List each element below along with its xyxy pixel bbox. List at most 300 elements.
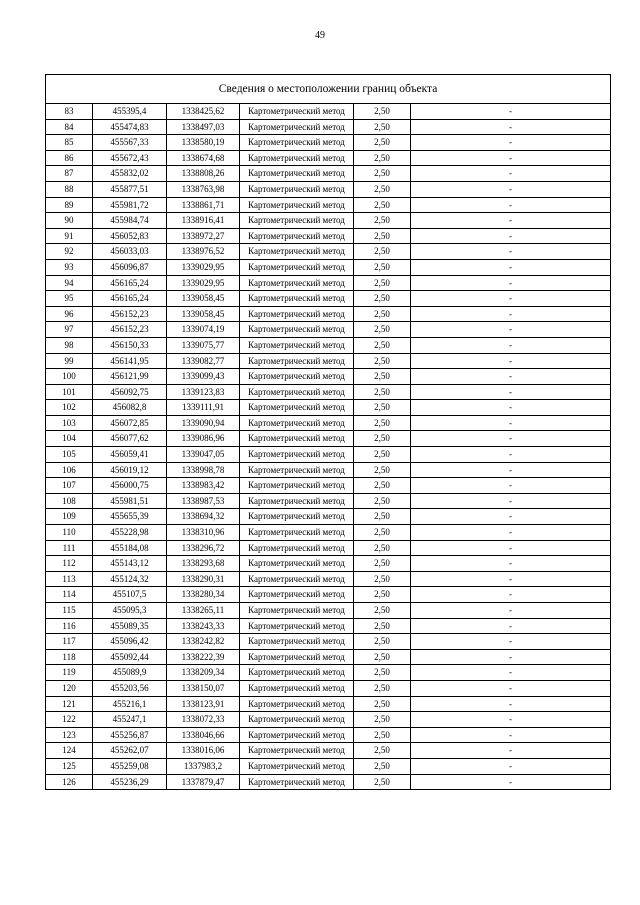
description-cell: - xyxy=(411,197,611,213)
accuracy-cell: 2,50 xyxy=(354,634,411,650)
description-cell: - xyxy=(411,166,611,182)
method-cell: Картометрический метод xyxy=(240,634,354,650)
y-coordinate-cell: 1337879,47 xyxy=(167,774,240,790)
y-coordinate-cell: 1338976,52 xyxy=(167,244,240,260)
y-coordinate-cell: 1338425,62 xyxy=(167,104,240,120)
description-cell: - xyxy=(411,150,611,166)
point-number-cell: 102 xyxy=(46,400,93,416)
method-cell: Картометрический метод xyxy=(240,665,354,681)
y-coordinate-cell: 1338763,98 xyxy=(167,181,240,197)
description-cell: - xyxy=(411,478,611,494)
table-row xyxy=(46,166,611,182)
x-coordinate-cell: 455832,02 xyxy=(93,166,167,182)
table-row xyxy=(46,665,611,681)
y-coordinate-cell: 1338222,39 xyxy=(167,649,240,665)
y-coordinate-cell: 1339058,45 xyxy=(167,291,240,307)
x-coordinate-cell: 455228,98 xyxy=(93,525,167,541)
x-coordinate-cell: 455981,51 xyxy=(93,493,167,509)
point-number-cell: 121 xyxy=(46,696,93,712)
y-coordinate-cell: 1338694,32 xyxy=(167,509,240,525)
accuracy-cell: 2,50 xyxy=(354,462,411,478)
point-number-cell: 111 xyxy=(46,540,93,556)
method-cell: Картометрический метод xyxy=(240,150,354,166)
x-coordinate-cell: 455096,42 xyxy=(93,634,167,650)
y-coordinate-cell: 1338987,53 xyxy=(167,493,240,509)
accuracy-cell: 2,50 xyxy=(354,306,411,322)
x-coordinate-cell: 455262,07 xyxy=(93,743,167,759)
point-number-cell: 94 xyxy=(46,275,93,291)
table-row xyxy=(46,712,611,728)
table-row xyxy=(46,680,611,696)
table-row xyxy=(46,275,611,291)
y-coordinate-cell: 1338209,34 xyxy=(167,665,240,681)
x-coordinate-cell: 455256,87 xyxy=(93,727,167,743)
accuracy-cell: 2,50 xyxy=(354,540,411,556)
table-row xyxy=(46,571,611,587)
table-row xyxy=(46,384,611,400)
point-number-cell: 89 xyxy=(46,197,93,213)
table-body xyxy=(46,104,611,790)
table-row xyxy=(46,322,611,338)
description-cell: - xyxy=(411,337,611,353)
point-number-cell: 122 xyxy=(46,712,93,728)
table-row xyxy=(46,213,611,229)
x-coordinate-cell: 455395,4 xyxy=(93,104,167,120)
table-row xyxy=(46,603,611,619)
y-coordinate-cell: 1339123,83 xyxy=(167,384,240,400)
method-cell: Картометрический метод xyxy=(240,291,354,307)
description-cell: - xyxy=(411,587,611,603)
y-coordinate-cell: 1339111,91 xyxy=(167,400,240,416)
method-cell: Картометрический метод xyxy=(240,166,354,182)
description-cell: - xyxy=(411,275,611,291)
accuracy-cell: 2,50 xyxy=(354,353,411,369)
point-number-cell: 125 xyxy=(46,758,93,774)
point-number-cell: 85 xyxy=(46,135,93,151)
y-coordinate-cell: 1338072,33 xyxy=(167,712,240,728)
accuracy-cell: 2,50 xyxy=(354,259,411,275)
description-cell: - xyxy=(411,462,611,478)
description-cell: - xyxy=(411,618,611,634)
description-cell: - xyxy=(411,712,611,728)
description-cell: - xyxy=(411,244,611,260)
table-row xyxy=(46,369,611,385)
accuracy-cell: 2,50 xyxy=(354,447,411,463)
method-cell: Картометрический метод xyxy=(240,400,354,416)
point-number-cell: 107 xyxy=(46,478,93,494)
x-coordinate-cell: 455236,29 xyxy=(93,774,167,790)
method-cell: Картометрический метод xyxy=(240,525,354,541)
description-cell: - xyxy=(411,680,611,696)
method-cell: Картометрический метод xyxy=(240,587,354,603)
point-number-cell: 96 xyxy=(46,306,93,322)
table-row xyxy=(46,727,611,743)
point-number-cell: 90 xyxy=(46,213,93,229)
point-number-cell: 92 xyxy=(46,244,93,260)
x-coordinate-cell: 455216,1 xyxy=(93,696,167,712)
accuracy-cell: 2,50 xyxy=(354,150,411,166)
description-cell: - xyxy=(411,665,611,681)
point-number-cell: 115 xyxy=(46,603,93,619)
method-cell: Картометрический метод xyxy=(240,680,354,696)
y-coordinate-cell: 1339029,95 xyxy=(167,259,240,275)
point-number-cell: 105 xyxy=(46,447,93,463)
y-coordinate-cell: 1338290,31 xyxy=(167,571,240,587)
description-cell: - xyxy=(411,228,611,244)
table-row xyxy=(46,649,611,665)
table-row xyxy=(46,758,611,774)
y-coordinate-cell: 1339099,43 xyxy=(167,369,240,385)
accuracy-cell: 2,50 xyxy=(354,696,411,712)
point-number-cell: 114 xyxy=(46,587,93,603)
method-cell: Картометрический метод xyxy=(240,384,354,400)
method-cell: Картометрический метод xyxy=(240,228,354,244)
method-cell: Картометрический метод xyxy=(240,119,354,135)
accuracy-cell: 2,50 xyxy=(354,337,411,353)
description-cell: - xyxy=(411,213,611,229)
y-coordinate-cell: 1338296,72 xyxy=(167,540,240,556)
accuracy-cell: 2,50 xyxy=(354,104,411,120)
description-cell: - xyxy=(411,493,611,509)
table-row xyxy=(46,291,611,307)
method-cell: Картометрический метод xyxy=(240,447,354,463)
method-cell: Картометрический метод xyxy=(240,322,354,338)
description-cell: - xyxy=(411,135,611,151)
table-title-row xyxy=(46,75,611,104)
table-row xyxy=(46,135,611,151)
y-coordinate-cell: 1339058,45 xyxy=(167,306,240,322)
x-coordinate-cell: 456150,33 xyxy=(93,337,167,353)
method-cell: Картометрический метод xyxy=(240,493,354,509)
table-row xyxy=(46,525,611,541)
x-coordinate-cell: 455089,9 xyxy=(93,665,167,681)
method-cell: Картометрический метод xyxy=(240,104,354,120)
accuracy-cell: 2,50 xyxy=(354,244,411,260)
x-coordinate-cell: 455259,08 xyxy=(93,758,167,774)
table-row xyxy=(46,400,611,416)
table-row xyxy=(46,181,611,197)
x-coordinate-cell: 456165,24 xyxy=(93,275,167,291)
y-coordinate-cell: 1338861,71 xyxy=(167,197,240,213)
point-number-cell: 103 xyxy=(46,415,93,431)
table-row xyxy=(46,431,611,447)
table-row xyxy=(46,509,611,525)
accuracy-cell: 2,50 xyxy=(354,181,411,197)
description-cell: - xyxy=(411,369,611,385)
page-number: 49 xyxy=(315,30,325,41)
accuracy-cell: 2,50 xyxy=(354,587,411,603)
x-coordinate-cell: 456152,23 xyxy=(93,306,167,322)
description-cell: - xyxy=(411,415,611,431)
table-row xyxy=(46,540,611,556)
description-cell: - xyxy=(411,322,611,338)
method-cell: Картометрический метод xyxy=(240,431,354,447)
description-cell: - xyxy=(411,353,611,369)
accuracy-cell: 2,50 xyxy=(354,135,411,151)
point-number-cell: 109 xyxy=(46,509,93,525)
table-row xyxy=(46,743,611,759)
accuracy-cell: 2,50 xyxy=(354,571,411,587)
x-coordinate-cell: 456059,41 xyxy=(93,447,167,463)
boundary-coordinates-table xyxy=(45,74,611,790)
accuracy-cell: 2,50 xyxy=(354,384,411,400)
point-number-cell: 83 xyxy=(46,104,93,120)
table-row xyxy=(46,696,611,712)
x-coordinate-cell: 455143,12 xyxy=(93,556,167,572)
x-coordinate-cell: 456019,12 xyxy=(93,462,167,478)
method-cell: Картометрический метод xyxy=(240,712,354,728)
y-coordinate-cell: 1339090,94 xyxy=(167,415,240,431)
point-number-cell: 98 xyxy=(46,337,93,353)
table-row xyxy=(46,556,611,572)
point-number-cell: 124 xyxy=(46,743,93,759)
y-coordinate-cell: 1338497,03 xyxy=(167,119,240,135)
point-number-cell: 93 xyxy=(46,259,93,275)
point-number-cell: 123 xyxy=(46,727,93,743)
y-coordinate-cell: 1338265,11 xyxy=(167,603,240,619)
accuracy-cell: 2,50 xyxy=(354,743,411,759)
method-cell: Картометрический метод xyxy=(240,478,354,494)
accuracy-cell: 2,50 xyxy=(354,712,411,728)
method-cell: Картометрический метод xyxy=(240,306,354,322)
y-coordinate-cell: 1338998,78 xyxy=(167,462,240,478)
description-cell: - xyxy=(411,571,611,587)
method-cell: Картометрический метод xyxy=(240,415,354,431)
y-coordinate-cell: 1339029,95 xyxy=(167,275,240,291)
y-coordinate-cell: 1338310,96 xyxy=(167,525,240,541)
y-coordinate-cell: 1338123,91 xyxy=(167,696,240,712)
x-coordinate-cell: 456092,75 xyxy=(93,384,167,400)
accuracy-cell: 2,50 xyxy=(354,556,411,572)
table-row xyxy=(46,447,611,463)
accuracy-cell: 2,50 xyxy=(354,618,411,634)
accuracy-cell: 2,50 xyxy=(354,493,411,509)
accuracy-cell: 2,50 xyxy=(354,322,411,338)
accuracy-cell: 2,50 xyxy=(354,197,411,213)
point-number-cell: 112 xyxy=(46,556,93,572)
x-coordinate-cell: 456152,23 xyxy=(93,322,167,338)
point-number-cell: 126 xyxy=(46,774,93,790)
table-row xyxy=(46,150,611,166)
table-row xyxy=(46,197,611,213)
y-coordinate-cell: 1338674,68 xyxy=(167,150,240,166)
method-cell: Картометрический метод xyxy=(240,571,354,587)
point-number-cell: 113 xyxy=(46,571,93,587)
x-coordinate-cell: 455095,3 xyxy=(93,603,167,619)
x-coordinate-cell: 456077,62 xyxy=(93,431,167,447)
method-cell: Картометрический метод xyxy=(240,696,354,712)
table-row xyxy=(46,618,611,634)
x-coordinate-cell: 455124,32 xyxy=(93,571,167,587)
table-row xyxy=(46,587,611,603)
description-cell: - xyxy=(411,540,611,556)
accuracy-cell: 2,50 xyxy=(354,525,411,541)
point-number-cell: 86 xyxy=(46,150,93,166)
x-coordinate-cell: 455984,74 xyxy=(93,213,167,229)
y-coordinate-cell: 1339075,77 xyxy=(167,337,240,353)
table-row xyxy=(46,306,611,322)
accuracy-cell: 2,50 xyxy=(354,509,411,525)
accuracy-cell: 2,50 xyxy=(354,369,411,385)
method-cell: Картометрический метод xyxy=(240,556,354,572)
method-cell: Картометрический метод xyxy=(240,603,354,619)
table-row xyxy=(46,493,611,509)
table-title: Сведения о местоположении границ объекта xyxy=(46,75,611,104)
table-row xyxy=(46,634,611,650)
accuracy-cell: 2,50 xyxy=(354,291,411,307)
accuracy-cell: 2,50 xyxy=(354,774,411,790)
method-cell: Картометрический метод xyxy=(240,758,354,774)
point-number-cell: 108 xyxy=(46,493,93,509)
x-coordinate-cell: 456121,99 xyxy=(93,369,167,385)
accuracy-cell: 2,50 xyxy=(354,166,411,182)
point-number-cell: 116 xyxy=(46,618,93,634)
y-coordinate-cell: 1338150,07 xyxy=(167,680,240,696)
accuracy-cell: 2,50 xyxy=(354,478,411,494)
accuracy-cell: 2,50 xyxy=(354,758,411,774)
method-cell: Картометрический метод xyxy=(240,649,354,665)
x-coordinate-cell: 455877,51 xyxy=(93,181,167,197)
y-coordinate-cell: 1338972,27 xyxy=(167,228,240,244)
table-row xyxy=(46,337,611,353)
point-number-cell: 119 xyxy=(46,665,93,681)
point-number-cell: 118 xyxy=(46,649,93,665)
x-coordinate-cell: 455184,08 xyxy=(93,540,167,556)
description-cell: - xyxy=(411,603,611,619)
accuracy-cell: 2,50 xyxy=(354,119,411,135)
y-coordinate-cell: 1339074,19 xyxy=(167,322,240,338)
x-coordinate-cell: 455107,5 xyxy=(93,587,167,603)
description-cell: - xyxy=(411,634,611,650)
x-coordinate-cell: 456033,03 xyxy=(93,244,167,260)
table-row xyxy=(46,244,611,260)
point-number-cell: 117 xyxy=(46,634,93,650)
method-cell: Картометрический метод xyxy=(240,181,354,197)
accuracy-cell: 2,50 xyxy=(354,603,411,619)
accuracy-cell: 2,50 xyxy=(354,213,411,229)
accuracy-cell: 2,50 xyxy=(354,665,411,681)
accuracy-cell: 2,50 xyxy=(354,431,411,447)
accuracy-cell: 2,50 xyxy=(354,275,411,291)
point-number-cell: 97 xyxy=(46,322,93,338)
description-cell: - xyxy=(411,384,611,400)
y-coordinate-cell: 1338983,42 xyxy=(167,478,240,494)
x-coordinate-cell: 455474,83 xyxy=(93,119,167,135)
accuracy-cell: 2,50 xyxy=(354,649,411,665)
point-number-cell: 87 xyxy=(46,166,93,182)
method-cell: Картометрический метод xyxy=(240,337,354,353)
description-cell: - xyxy=(411,181,611,197)
description-cell: - xyxy=(411,431,611,447)
x-coordinate-cell: 456165,24 xyxy=(93,291,167,307)
method-cell: Картометрический метод xyxy=(240,244,354,260)
y-coordinate-cell: 1337983,2 xyxy=(167,758,240,774)
table-row xyxy=(46,774,611,790)
x-coordinate-cell: 456072,85 xyxy=(93,415,167,431)
description-cell: - xyxy=(411,743,611,759)
method-cell: Картометрический метод xyxy=(240,275,354,291)
method-cell: Картометрический метод xyxy=(240,462,354,478)
x-coordinate-cell: 456082,8 xyxy=(93,400,167,416)
point-number-cell: 104 xyxy=(46,431,93,447)
x-coordinate-cell: 455567,33 xyxy=(93,135,167,151)
table-row xyxy=(46,228,611,244)
point-number-cell: 110 xyxy=(46,525,93,541)
accuracy-cell: 2,50 xyxy=(354,400,411,416)
method-cell: Картометрический метод xyxy=(240,618,354,634)
x-coordinate-cell: 455981,72 xyxy=(93,197,167,213)
point-number-cell: 100 xyxy=(46,369,93,385)
description-cell: - xyxy=(411,509,611,525)
description-cell: - xyxy=(411,696,611,712)
table-row xyxy=(46,478,611,494)
y-coordinate-cell: 1339082,77 xyxy=(167,353,240,369)
point-number-cell: 91 xyxy=(46,228,93,244)
description-cell: - xyxy=(411,306,611,322)
y-coordinate-cell: 1339086,96 xyxy=(167,431,240,447)
x-coordinate-cell: 455655,39 xyxy=(93,509,167,525)
y-coordinate-cell: 1338280,34 xyxy=(167,587,240,603)
method-cell: Картометрический метод xyxy=(240,727,354,743)
method-cell: Картометрический метод xyxy=(240,197,354,213)
method-cell: Картометрический метод xyxy=(240,369,354,385)
y-coordinate-cell: 1339047,05 xyxy=(167,447,240,463)
point-number-cell: 84 xyxy=(46,119,93,135)
y-coordinate-cell: 1338916,41 xyxy=(167,213,240,229)
x-coordinate-cell: 456141,95 xyxy=(93,353,167,369)
y-coordinate-cell: 1338243,33 xyxy=(167,618,240,634)
method-cell: Картометрический метод xyxy=(240,259,354,275)
x-coordinate-cell: 455203,56 xyxy=(93,680,167,696)
table-row xyxy=(46,415,611,431)
description-cell: - xyxy=(411,525,611,541)
method-cell: Картометрический метод xyxy=(240,509,354,525)
x-coordinate-cell: 456052,83 xyxy=(93,228,167,244)
x-coordinate-cell: 455247,1 xyxy=(93,712,167,728)
method-cell: Картометрический метод xyxy=(240,353,354,369)
x-coordinate-cell: 456000,75 xyxy=(93,478,167,494)
accuracy-cell: 2,50 xyxy=(354,680,411,696)
description-cell: - xyxy=(411,447,611,463)
x-coordinate-cell: 455092,44 xyxy=(93,649,167,665)
table-row xyxy=(46,104,611,120)
table-row xyxy=(46,119,611,135)
y-coordinate-cell: 1338016,06 xyxy=(167,743,240,759)
description-cell: - xyxy=(411,727,611,743)
accuracy-cell: 2,50 xyxy=(354,727,411,743)
point-number-cell: 101 xyxy=(46,384,93,400)
description-cell: - xyxy=(411,259,611,275)
method-cell: Картометрический метод xyxy=(240,774,354,790)
method-cell: Картометрический метод xyxy=(240,213,354,229)
table-row xyxy=(46,462,611,478)
description-cell: - xyxy=(411,758,611,774)
y-coordinate-cell: 1338580,19 xyxy=(167,135,240,151)
table-row xyxy=(46,259,611,275)
description-cell: - xyxy=(411,400,611,416)
description-cell: - xyxy=(411,119,611,135)
method-cell: Картометрический метод xyxy=(240,743,354,759)
y-coordinate-cell: 1338242,82 xyxy=(167,634,240,650)
x-coordinate-cell: 455089,35 xyxy=(93,618,167,634)
method-cell: Картометрический метод xyxy=(240,540,354,556)
y-coordinate-cell: 1338293,68 xyxy=(167,556,240,572)
table-row xyxy=(46,353,611,369)
description-cell: - xyxy=(411,649,611,665)
method-cell: Картометрический метод xyxy=(240,135,354,151)
point-number-cell: 88 xyxy=(46,181,93,197)
y-coordinate-cell: 1338808,26 xyxy=(167,166,240,182)
